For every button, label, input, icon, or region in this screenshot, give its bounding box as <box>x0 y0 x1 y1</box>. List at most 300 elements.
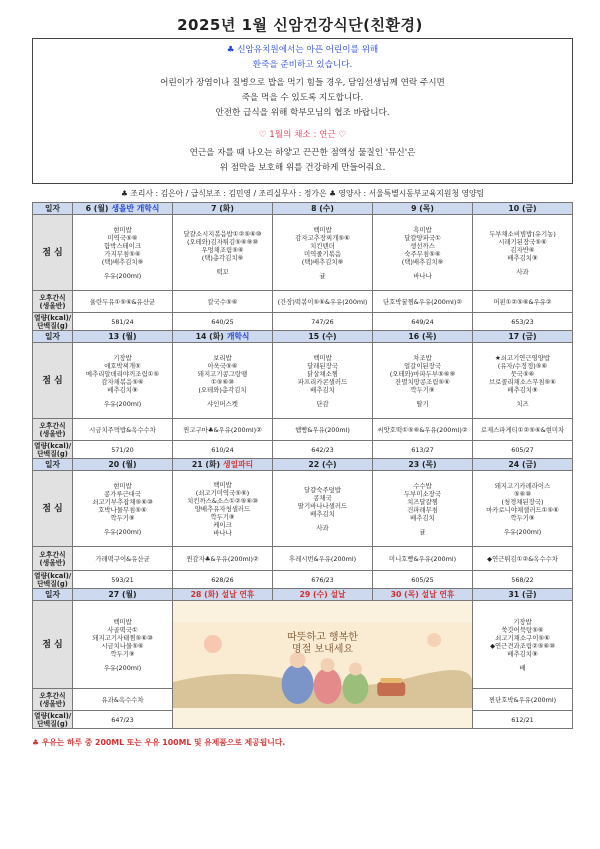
snack-cell <box>273 419 373 441</box>
notice-line-5: 안전한 급식을 위해 학부모님의 협조 바랍니다. <box>215 108 390 118</box>
staff-credits: ♣ 조리사 : 김은아 / 급식보조 : 김민영 / 조리실무사 : 정가은 ♣ 영양사 : 서울특별시동부교육지원청 영양팀 <box>120 189 485 198</box>
energy-cell <box>73 711 173 729</box>
lunch-label <box>33 215 73 291</box>
menu-item: 미역국⑤⑥ <box>107 233 138 242</box>
lunch-cell <box>473 471 573 547</box>
date-text: 23 (목) <box>408 459 437 469</box>
menu-item: 시래기된장국⑤⑥ <box>498 237 547 246</box>
snack-cell <box>73 689 173 711</box>
energy-value: 605/25 <box>411 575 434 584</box>
snack-label-text: (생올반) <box>39 699 66 708</box>
menu-item: (오테와)김자튀김⑤⑥⑨⑩ <box>186 237 259 246</box>
lunch-cell <box>73 471 173 547</box>
menu-item: 우유(200ml) <box>503 527 542 536</box>
energy-label <box>33 441 73 459</box>
snack-cell <box>473 547 573 571</box>
date-text: 6 (월) <box>85 203 109 213</box>
menu-item: 딸기 <box>416 399 429 408</box>
notice-line-3: 어린이가 장염이나 질병으로 밥을 먹기 힘들 경우, 담임선생님께 연락 주시면 <box>160 78 445 88</box>
energy-value: 571/20 <box>111 445 134 454</box>
menu-item: 달걀소시지볶음밥①②⑤⑥⑩ <box>183 229 262 238</box>
date-text: 20 (월) <box>108 459 137 469</box>
energy-value: 647/23 <box>111 715 134 724</box>
menu-item: 감자채볶음⑤⑥ <box>101 377 144 386</box>
notice-line-4: 죽을 먹을 수 있도록 지도합니다. <box>241 93 364 103</box>
snack-row <box>33 547 573 571</box>
monthly-vegetable: ♡ 1월의 채소 : 연근 ♡ <box>258 130 347 140</box>
energy-label <box>33 571 73 589</box>
lunch-cell <box>173 471 273 547</box>
menu-item: 두부미소장국 <box>403 489 442 498</box>
snack-item: 찐고구마♣&우유(200ml)② <box>183 425 262 434</box>
date-cell <box>273 589 373 601</box>
menu-item: 깍두기⑨ <box>110 649 135 658</box>
snack-item: 율란두유①⑤⑥&유산균 <box>89 297 156 306</box>
date-row <box>33 589 573 601</box>
energy-label-text: 단백질(g) <box>37 449 68 458</box>
date-text: 15 (수) <box>308 331 337 341</box>
menu-item: 파프리카콘샐러드 <box>297 377 348 386</box>
date-text: 28 (화) 설날 연휴 <box>190 589 255 599</box>
lunch-label <box>33 601 73 689</box>
lunch-row <box>33 471 573 547</box>
snack-cell <box>273 291 373 313</box>
lunch-cell <box>273 215 373 291</box>
snack-label-text: 오후간식 <box>39 421 66 430</box>
menu-item: (오테와)마파두부⑤⑥⑨ <box>389 369 456 378</box>
menu-item: ◆연근견과조림②⑤⑥⑩ <box>490 641 555 650</box>
energy-cell <box>473 571 573 589</box>
menu-item: 배추김치⑨ <box>507 649 538 658</box>
lunch-cell <box>273 471 373 547</box>
lunch-cell <box>473 601 573 689</box>
notice-box <box>32 38 573 184</box>
energy-label-text: 단백질(g) <box>37 579 68 588</box>
menu-item: 기장밥 <box>513 617 532 626</box>
menu-item: 우엉채조림⑤⑥ <box>201 245 244 254</box>
date-row <box>33 459 573 471</box>
date-cell <box>73 459 173 471</box>
menu-item: 시금치나물⑤⑥ <box>101 641 144 650</box>
menu-item: 치킨텐더 <box>310 241 335 250</box>
notice-line-2: 환죽을 준비하고 있습니다. <box>252 60 353 70</box>
notice-line-1: ♣ 신암유치원에서는 아픈 어린이를 위해 <box>226 45 379 55</box>
date-cell <box>173 589 273 601</box>
snack-item: 단호박꿀찜&우유(200ml)② <box>382 297 463 306</box>
snack-item: 시금치주먹밥&옥수수차 <box>89 425 156 434</box>
snack-item: 찐단호박&우유(200ml) <box>488 695 557 704</box>
menu-item: 생선까스 <box>410 241 435 250</box>
snack-item: 가래떡구이&유산균 <box>95 554 150 563</box>
page-title: 2025년 1월 신암건강식단(친환경) <box>177 16 423 34</box>
energy-value: 642/23 <box>311 445 334 454</box>
date-text: 29 (수) 설날 <box>299 589 346 599</box>
menu-item: 배추김치⑨ <box>507 253 538 262</box>
energy-row <box>33 571 573 589</box>
menu-item: 치즈달걀찜 <box>407 497 438 506</box>
menu-item: 사과 <box>316 523 329 532</box>
date-event-tag: 생올반 개학식 <box>111 203 160 213</box>
menu-item: 샤인머스켓 <box>207 399 238 408</box>
menu-item: 기장밥 <box>113 353 132 362</box>
energy-value: 581/24 <box>111 317 134 326</box>
menu-item: 현미밥 <box>113 225 132 234</box>
date-label-text: 일자 <box>44 203 61 213</box>
date-event-tag: 개학식 <box>226 331 250 341</box>
menu-item: (택)배추김치⑨ <box>101 257 144 266</box>
energy-row <box>33 441 573 459</box>
menu-item: 뭇국⑤⑥ <box>510 369 535 378</box>
menu-item: 미역줄기볶음 <box>303 249 342 258</box>
menu-item: 콩가루근대국 <box>103 489 142 498</box>
menu-item: 돼지고기사태찜⑤⑥⑩ <box>92 633 153 642</box>
menu-item: 케이크 <box>213 520 232 529</box>
menu-item: 함박스테이크 <box>103 241 142 250</box>
date-text: 21 (화) <box>191 459 221 469</box>
date-text: 8 (수) <box>311 203 334 213</box>
snack-cell <box>373 291 473 313</box>
menu-item: 치즈 <box>516 399 529 408</box>
menu-item: 백미밥 <box>213 480 232 489</box>
snack-label-text: 오후간식 <box>39 691 66 700</box>
menu-item: 치킨까스&소스①②⑤⑥⑩ <box>187 496 258 505</box>
date-label <box>33 459 73 471</box>
energy-value: 676/23 <box>311 575 334 584</box>
snack-row <box>33 419 573 441</box>
snack-item: ◆연근튀김①②&옥수수차 <box>487 554 558 563</box>
lunch-label-text: 점 심 <box>42 375 63 386</box>
energy-value: 649/24 <box>411 317 434 326</box>
menu-item: 배추김치⑨ <box>507 385 538 394</box>
menu-item: 깍두기⑨ <box>110 513 135 522</box>
menu-item: 보리밥 <box>213 353 232 362</box>
snack-cell <box>473 689 573 711</box>
date-label-text: 일자 <box>44 459 61 469</box>
menu-item: 바나나 <box>213 528 232 537</box>
date-text: 22 (수) <box>308 459 337 469</box>
holiday-greeting <box>173 632 472 656</box>
menu-item: 백미밥 <box>313 225 332 234</box>
date-row <box>33 203 573 215</box>
menu-item: 귤 <box>419 527 426 536</box>
date-cell <box>173 331 273 343</box>
snack-label-text: (생올반) <box>39 429 66 438</box>
snack-label <box>33 547 73 571</box>
menu-item: 백미밥 <box>313 353 332 362</box>
date-cell <box>273 203 373 215</box>
date-text: 17 (금) <box>508 331 537 341</box>
energy-cell <box>373 571 473 589</box>
snack-cell <box>473 419 573 441</box>
energy-label <box>33 711 73 729</box>
date-row <box>33 331 573 343</box>
menu-item: 우유(200ml) <box>103 663 142 672</box>
menu-item: 감자고추장찌개⑤⑥ <box>295 233 350 242</box>
menu-item: (쇠고기미역국⑤⑥) <box>195 488 250 497</box>
snack-label-text: 오후간식 <box>39 293 66 302</box>
date-cell <box>473 589 573 601</box>
energy-cell <box>173 571 273 589</box>
snack-label-text: 오후간식 <box>39 550 66 559</box>
menu-item: 쇠고기부추잡채⑤⑥⑩ <box>92 497 153 506</box>
energy-label-text: 열량(kcal)/ <box>34 313 72 322</box>
menu-item: 사골떡국① <box>107 625 138 634</box>
menu-item: 마카로니야채샐러드①⑤⑥ <box>486 505 559 514</box>
energy-cell <box>273 571 373 589</box>
menu-item: (택)배추김치⑨ <box>401 257 444 266</box>
holiday-greeting-line: 명절 보내세요 <box>291 643 354 655</box>
menu-item: ★쇠고기연근영양밥 <box>494 353 551 362</box>
menu-table <box>32 202 573 729</box>
date-text: 24 (금) <box>508 459 537 469</box>
date-text: 16 (목) <box>408 331 437 341</box>
menu-item: 배추김치 <box>310 385 335 394</box>
menu-item: 달래된장국 <box>307 361 338 370</box>
menu-item: 단감 <box>316 399 329 408</box>
lunch-row <box>33 343 573 419</box>
date-text: 14 (화) <box>195 331 224 341</box>
date-cell <box>273 459 373 471</box>
snack-cell <box>173 291 273 313</box>
energy-label-text: 열량(kcal)/ <box>34 571 72 580</box>
date-cell <box>373 203 473 215</box>
snack-cell <box>173 547 273 571</box>
snack-cell <box>73 419 173 441</box>
energy-value: 593/21 <box>111 575 134 584</box>
date-text: 27 (월) <box>108 589 137 599</box>
energy-label-text: 열량(kcal)/ <box>34 711 72 720</box>
menu-item: 얼갈이된장국 <box>403 361 442 370</box>
menu-item: (유자/수정정)⑤⑥ <box>497 361 548 370</box>
menu-item: 깍두기⑨ <box>410 385 435 394</box>
menu-item: 달걀양파국① <box>404 233 441 242</box>
date-cell <box>173 459 273 471</box>
menu-item: 가지무침⑤⑥ <box>104 249 141 258</box>
date-cell <box>373 589 473 601</box>
milk-footnote: ♣ 우유는 하루 중 200ML 또는 우유 100ML 및 유제품으로 제공됩니다. <box>32 738 286 747</box>
date-text: 9 (목) <box>411 203 434 213</box>
menu-item: 우유(200ml) <box>103 527 142 536</box>
snack-item: (간장)떡볶이⑤⑥&우유(200ml) <box>277 297 368 306</box>
snack-cell <box>373 419 473 441</box>
menu-item: 쑥갓어묵탕⑤⑥ <box>501 625 544 634</box>
menu-item: 배추김치 <box>410 513 435 522</box>
menu-item: 사과 <box>516 267 529 276</box>
menu-item: 아욱국⑤⑥ <box>207 361 238 370</box>
menu-item: 배추김치 <box>310 509 335 518</box>
lunch-label <box>33 471 73 547</box>
date-text: 10 (금) <box>508 203 537 213</box>
menu-item: 닭살채소찜 <box>307 369 338 378</box>
menu-item: 딸기바나나샐러드 <box>297 501 348 510</box>
menu-item: 배추김치⑨ <box>107 385 138 394</box>
date-label <box>33 203 73 215</box>
energy-cell <box>273 441 373 459</box>
energy-value: 640/25 <box>211 317 234 326</box>
menu-item: 깍두기⑨ <box>210 512 235 521</box>
date-text: 7 (화) <box>211 203 234 213</box>
energy-cell <box>73 313 173 331</box>
menu-item: ①⑤⑥⑩ <box>211 377 234 386</box>
snack-item: 칼국수⑤⑥ <box>207 297 238 306</box>
energy-label-text: 단백질(g) <box>37 719 68 728</box>
snack-cell <box>273 547 373 571</box>
energy-value: 568/22 <box>511 575 534 584</box>
energy-cell <box>373 441 473 459</box>
menu-item: 현미밥 <box>113 481 132 490</box>
energy-cell <box>173 441 273 459</box>
menu-item: ⑤⑥⑩ <box>513 489 532 498</box>
snack-item: 씨앗호떡①⑤⑥&우유(200ml)② <box>377 425 468 434</box>
energy-cell <box>73 571 173 589</box>
menu-item: 잔멸치땅콩조림⑤⑥ <box>395 377 450 386</box>
snack-cell <box>173 419 273 441</box>
snack-cell <box>73 291 173 313</box>
energy-cell <box>473 313 573 331</box>
lunch-cell <box>373 215 473 291</box>
lunch-cell <box>473 215 573 291</box>
menu-item: 바나나 <box>413 271 432 280</box>
lunch-cell <box>73 343 173 419</box>
menu-item: 깍두기⑨ <box>510 513 535 522</box>
date-text: 13 (월) <box>108 331 137 341</box>
lunch-row <box>33 215 573 291</box>
energy-cell <box>473 441 573 459</box>
energy-value: 628/26 <box>211 575 234 584</box>
date-label-text: 일자 <box>44 331 61 341</box>
energy-value: 612/21 <box>511 715 534 724</box>
menu-item: 두부채소비빔밥(유기농) <box>489 229 556 238</box>
energy-label-text: 열량(kcal)/ <box>34 441 72 450</box>
menu-item: 호박나물무침⑤⑥ <box>98 505 147 514</box>
snack-item: 로제스파게티①②⑤⑥&현미차 <box>480 425 565 434</box>
snack-cell <box>73 547 173 571</box>
energy-cell <box>473 711 573 729</box>
lunch-label-text: 점 심 <box>42 639 63 650</box>
energy-cell <box>373 313 473 331</box>
energy-value: 605/27 <box>511 445 534 454</box>
lunch-label-text: 점 심 <box>42 247 63 258</box>
snack-item: 머핀①②⑤⑥&우유② <box>493 297 552 306</box>
menu-item: 수수밥 <box>413 481 432 490</box>
snack-item: 유과&옥수수차 <box>101 695 144 704</box>
date-cell <box>373 331 473 343</box>
energy-cell <box>73 441 173 459</box>
lunch-label-text: 점 심 <box>42 503 63 514</box>
menu-item: 애호박찌개⑤ <box>104 361 141 370</box>
menu-item: (택)배추김치⑨ <box>301 257 344 266</box>
snack-item: 후레시번&우유(200ml) <box>288 554 357 563</box>
energy-value: 653/23 <box>511 317 534 326</box>
date-text: 31 (금) <box>508 589 537 599</box>
menu-item: 우유(200ml) <box>103 271 142 280</box>
menu-item: 건파래무침 <box>407 505 438 514</box>
date-label-text: 일자 <box>44 589 61 599</box>
holiday-art <box>173 622 472 708</box>
snack-item: 미니호빵&우유(200ml) <box>388 554 457 563</box>
date-cell <box>73 589 173 601</box>
energy-label <box>33 313 73 331</box>
lunch-cell <box>173 343 273 419</box>
date-label <box>33 589 73 601</box>
date-cell <box>473 203 573 215</box>
menu-item: 귤 <box>319 271 326 280</box>
snack-label <box>33 419 73 441</box>
snack-row <box>33 291 573 313</box>
lunch-cell <box>173 215 273 291</box>
menu-item: 브로콜리채소스무침⑤⑥ <box>488 377 557 386</box>
menu-item: 콩채국 <box>313 493 332 502</box>
menu-item: (청경채된장국) <box>501 497 544 506</box>
menu-item: 돼지고기카레라이스 <box>494 481 551 490</box>
snack-cell <box>473 291 573 313</box>
menu-item: 달걀숙주덮밥 <box>303 485 342 494</box>
snack-label-text: (생올반) <box>39 558 66 567</box>
holiday-greeting-line: 따뜻하고 행복한 <box>287 631 358 643</box>
menu-item: 배 <box>519 663 526 672</box>
snack-cell <box>373 547 473 571</box>
date-cell <box>473 331 573 343</box>
menu-item: 차조밥 <box>413 353 432 362</box>
menu-item: (오테와)총각김치 <box>198 385 247 394</box>
date-event-tag: 생일파티 <box>223 459 254 469</box>
menu-item: 양배추유자청샐러드 <box>194 504 251 513</box>
lunch-cell <box>473 343 573 419</box>
energy-value: 610/24 <box>211 445 234 454</box>
lunch-cell <box>373 343 473 419</box>
snack-label-text: (생올반) <box>39 301 66 310</box>
date-text: 30 (목) 설날 연휴 <box>390 589 455 599</box>
menu-item: 우유(200ml) <box>103 399 142 408</box>
vegetable-desc-1: 연근을 자를 때 나오는 하얗고 끈끈한 점액성 물질인 '뮤신'은 <box>189 148 416 158</box>
date-cell <box>73 203 173 215</box>
snack-item: 찐감자♣&우유(200ml)② <box>186 554 259 563</box>
lunch-cell <box>373 471 473 547</box>
snack-label <box>33 689 73 711</box>
menu-item: 쇠고기채소구이⑤⑥ <box>495 633 550 642</box>
menu-item: 떡꼬 <box>216 267 229 276</box>
lunch-label <box>33 343 73 419</box>
snack-item: 햄빵&우유(200ml) <box>295 425 350 434</box>
menu-item: 백미밥 <box>113 617 132 626</box>
date-cell <box>373 459 473 471</box>
energy-row <box>33 313 573 331</box>
date-cell <box>73 331 173 343</box>
date-cell <box>273 331 373 343</box>
energy-value: 747/26 <box>311 317 334 326</box>
date-cell <box>473 459 573 471</box>
vegetable-desc-2: 위 점막을 보호해 위를 건강하게 만들어줘요. <box>219 163 386 173</box>
menu-item: 돼지고기콩그랑땡 <box>197 369 248 378</box>
energy-cell <box>273 313 373 331</box>
menu-item: 숙주무침⑤⑥ <box>404 249 441 258</box>
energy-value: 613/27 <box>411 445 434 454</box>
lunch-row <box>33 601 573 689</box>
menu-item: 흑미밥 <box>413 225 432 234</box>
energy-cell <box>173 313 273 331</box>
energy-label-text: 단백질(g) <box>37 321 68 330</box>
date-label <box>33 331 73 343</box>
menu-item: 김자반⑥ <box>510 245 535 254</box>
snack-label <box>33 291 73 313</box>
date-cell <box>173 203 273 215</box>
lunch-cell <box>73 601 173 689</box>
lunch-cell <box>273 343 373 419</box>
menu-item: (택)총각김치⑨ <box>201 253 244 262</box>
lunch-cell <box>73 215 173 291</box>
menu-item: 메추리알데리야끼조림①⑤ <box>85 369 160 378</box>
holiday-illustration <box>173 601 473 729</box>
